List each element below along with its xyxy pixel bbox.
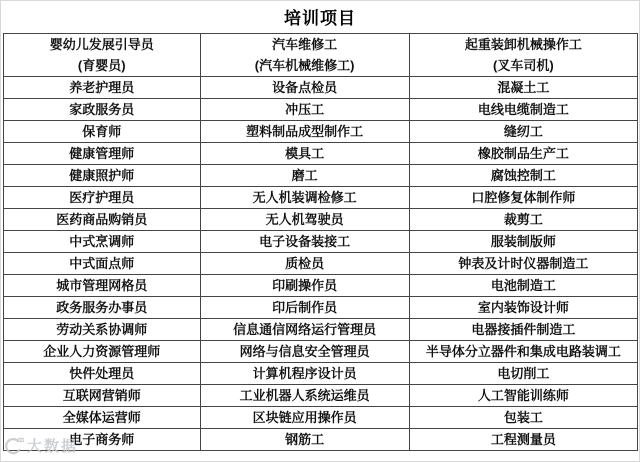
table-cell-line: 工业机器人系统运维员 <box>239 388 370 403</box>
table-cell <box>409 385 637 407</box>
table-cell-line: 磨工 <box>291 168 318 183</box>
table-row <box>4 34 638 77</box>
table-cell <box>409 34 637 77</box>
table-cell-line: 设备点检员 <box>272 80 338 95</box>
table-cell <box>200 341 409 363</box>
table-cell <box>200 429 409 451</box>
table-cell <box>4 429 201 451</box>
table-cell-line: 腐蚀控制工 <box>490 168 556 183</box>
table-cell-line: 无人机装调检修工 <box>252 190 357 205</box>
table-cell <box>409 209 637 231</box>
table-row <box>4 385 638 407</box>
table-cell-line: (育婴员) <box>77 58 126 73</box>
table-cell-line: 城市管理网格员 <box>56 278 148 293</box>
table-row <box>4 319 638 341</box>
table-cell <box>409 99 637 121</box>
table-row <box>4 143 638 165</box>
table-row <box>4 187 638 209</box>
table-cell-line: 中式烹调师 <box>69 234 135 249</box>
table-cell <box>409 121 637 143</box>
page-title: 培训项目 <box>284 9 356 28</box>
table-cell <box>200 231 409 253</box>
table-cell-line: 计算机程序设计员 <box>252 366 357 381</box>
table-cell-line: 冲压工 <box>285 102 325 117</box>
table-row <box>4 253 638 275</box>
table-cell <box>200 407 409 429</box>
table-cell-line: 印后制作员 <box>272 300 338 315</box>
table-cell <box>200 209 409 231</box>
table-cell-line: 电池制造工 <box>490 278 556 293</box>
table-cell-line: 电器接插件制造工 <box>471 322 576 337</box>
table-cell-line: 网络与信息安全管理员 <box>239 344 370 359</box>
table-cell <box>4 143 201 165</box>
table-cell <box>200 275 409 297</box>
table-cell-line: 区块链应用操作员 <box>252 410 357 425</box>
table-cell <box>4 77 201 99</box>
table-cell <box>200 121 409 143</box>
table-cell <box>4 253 201 275</box>
table-cell <box>4 231 201 253</box>
table-cell <box>200 363 409 385</box>
table-cell-line: 健康管理师 <box>69 146 135 161</box>
table-cell-line: 裁剪工 <box>503 212 543 227</box>
table-cell-line: 包装工 <box>503 410 543 425</box>
table-cell-line: 质检员 <box>285 256 325 271</box>
table-cell-line: 婴幼儿发展引导员 <box>49 37 154 52</box>
table-cell-line: 家政服务员 <box>69 102 135 117</box>
table-cell <box>200 253 409 275</box>
table-cell-line: 医疗护理员 <box>69 190 135 205</box>
table-cell-line: 电子商务师 <box>69 432 135 447</box>
table-cell <box>4 165 201 187</box>
table-cell-line: 养老护理员 <box>69 80 135 95</box>
table-cell-line: 信息通信网络运行管理员 <box>233 322 377 337</box>
table-cell-line: 印刷操作员 <box>272 278 338 293</box>
table-cell <box>409 253 637 275</box>
table-cell <box>200 77 409 99</box>
table-cell-line: 企业人力资源管理师 <box>43 344 161 359</box>
table-cell-line: 人工智能训练师 <box>477 388 569 403</box>
table-cell-line: 汽车维修工 <box>272 37 338 52</box>
table-cell <box>200 297 409 319</box>
table-cell <box>409 319 637 341</box>
table-row <box>4 165 638 187</box>
table-row <box>4 275 638 297</box>
table-cell-line: 医药商品购销员 <box>56 212 148 227</box>
table-row <box>4 341 638 363</box>
table-cell-line: 橡胶制品生产工 <box>477 146 569 161</box>
table-cell-line: 服装制版师 <box>490 234 556 249</box>
table-cell <box>4 297 201 319</box>
table-cell <box>200 143 409 165</box>
table-cell-line: 互联网营销师 <box>62 388 141 403</box>
table-cell-line: 电子设备装接工 <box>259 234 351 249</box>
table-cell <box>409 187 637 209</box>
table-cell-line: 半导体分立器件和集成电路装调工 <box>425 344 621 359</box>
table-cell-line: 混凝土工 <box>497 80 550 95</box>
table-cell <box>409 165 637 187</box>
table-cell <box>409 143 637 165</box>
table-row <box>4 407 638 429</box>
table-cell <box>4 275 201 297</box>
training-program-table <box>3 33 638 451</box>
table-cell-line: 健康照护师 <box>69 168 135 183</box>
table-cell <box>4 363 201 385</box>
table-cell-line: 口腔修复体制作师 <box>471 190 576 205</box>
table-cell-line: 塑料制品成型制作工 <box>246 124 364 139</box>
watermark-text: 大数据 <box>27 438 79 455</box>
table-cell-line: 全媒体运营师 <box>62 410 141 425</box>
table-cell <box>409 341 637 363</box>
table-cell <box>409 407 637 429</box>
table-row <box>4 429 638 451</box>
table-cell <box>409 231 637 253</box>
table-cell-line: 中式面点师 <box>69 256 135 271</box>
table-cell <box>4 99 201 121</box>
table-cell-line: 快件处理员 <box>69 366 135 381</box>
table-cell <box>4 385 201 407</box>
table-cell-line: 电切削工 <box>497 366 550 381</box>
table-cell <box>4 341 201 363</box>
table-cell-line: 政务服务办事员 <box>56 300 148 315</box>
table-cell-line: 缝纫工 <box>503 124 543 139</box>
table-cell-line: 保育师 <box>82 124 122 139</box>
table-cell <box>200 319 409 341</box>
table-cell-line: 起重装卸机械操作工 <box>464 37 582 52</box>
table-cell <box>4 34 201 77</box>
page-title-bar <box>1 1 639 32</box>
table-cell-line: (叉车司机) <box>493 58 554 73</box>
table-cell <box>409 429 637 451</box>
table-cell <box>409 275 637 297</box>
table-cell-line: 模具工 <box>285 146 325 161</box>
table-cell <box>4 407 201 429</box>
table-cell <box>200 385 409 407</box>
table-cell <box>4 121 201 143</box>
table-cell <box>200 165 409 187</box>
table-cell-line: 电线电缆制造工 <box>477 102 569 117</box>
table-row <box>4 231 638 253</box>
table-cell <box>200 99 409 121</box>
table-cell-line: 钟表及计时仪器制造工 <box>458 256 589 271</box>
table-cell <box>200 187 409 209</box>
table-cell <box>200 34 409 77</box>
table-cell <box>4 319 201 341</box>
table-row <box>4 77 638 99</box>
table-row <box>4 121 638 143</box>
table-cell <box>409 77 637 99</box>
table-cell-line: (汽车机械维修工) <box>254 58 355 73</box>
table-cell-line: 室内装饰设计师 <box>477 300 569 315</box>
table-row <box>4 99 638 121</box>
table-cell <box>409 363 637 385</box>
table-cell-line: 钢筋工 <box>285 432 325 447</box>
table-row <box>4 363 638 385</box>
table-cell-line: 劳动关系协调师 <box>56 322 148 337</box>
table-row <box>4 297 638 319</box>
table-row <box>4 209 638 231</box>
table-cell <box>4 209 201 231</box>
table-cell-line: 无人机驾驶员 <box>265 212 344 227</box>
table-cell-line: 工程测量员 <box>490 432 556 447</box>
table-cell <box>4 187 201 209</box>
table-cell <box>409 297 637 319</box>
table-body <box>4 34 638 451</box>
